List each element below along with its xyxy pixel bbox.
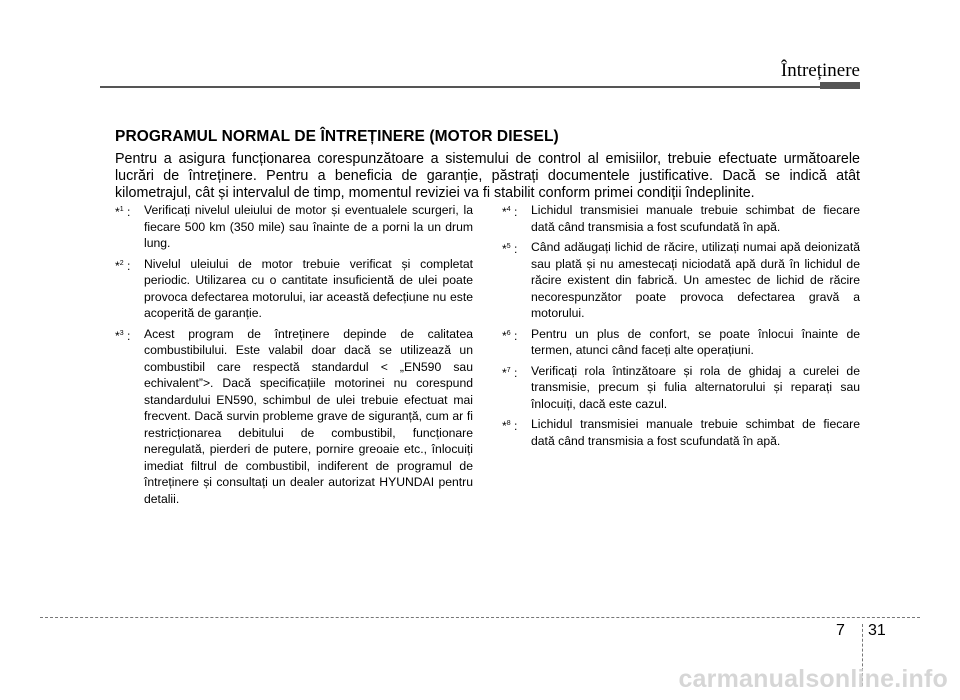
footnote-1 bbox=[115, 202, 473, 252]
header-rule-accent bbox=[820, 82, 860, 89]
page-heading: PROGRAMUL NORMAL DE ÎNTREȚINERE (MOTOR DIESEL) bbox=[115, 128, 559, 145]
footnote-5 bbox=[502, 239, 860, 322]
footnote-marker: *$^8$ : bbox=[502, 419, 518, 433]
chapter-number: 7 bbox=[836, 622, 845, 639]
footnote-text: Lichidul transmisiei manuale trebuie schimbat de fiecare dată când transmisia a fost scufundată în apă. bbox=[531, 203, 860, 234]
footnote-text: Când adăugați lichid de răcire, utilizați numai apă deionizată sau plată și nu amestecați niciodată apă dură în lichidul de răcire existent din fabrică. Un amestec de lichid de răcire necorespunzător poate provoca defectarea gravă a motorului. bbox=[531, 240, 860, 320]
footnote-text: Pentru un plus de confort, se poate înlocui înainte de termen, atunci când faceți alte operațiuni. bbox=[531, 326, 860, 357]
notes-right-column bbox=[502, 202, 860, 453]
footnote-2 bbox=[115, 256, 473, 322]
intro-paragraph: Pentru a asigura funcționarea corespunzătoare a sistemului de control al emisiilor, trebuie efectuate următoarele lucrări de întreținere. Pentru a beneficia de garanție, păstrați documentele justificative. Dacă se indică atât kilometrajul, cât și intervalul de timp, momentul reviziei va fi stabilit conform primei condiții îndeplinite. bbox=[115, 151, 860, 201]
footnote-marker: *$^5$ : bbox=[502, 242, 518, 256]
footnote-marker: *$^7$ : bbox=[502, 365, 518, 380]
footnote-marker: *$^3$ : bbox=[115, 328, 131, 343]
page-number: 31 bbox=[868, 622, 886, 639]
footnote-marker: *$^1$ : bbox=[115, 205, 131, 219]
footnote-text: Lichidul transmisiei manuale trebuie schimbat de fiecare dată când transmisia a fost scufundată în apă. bbox=[531, 417, 860, 448]
footnote-7 bbox=[502, 363, 860, 413]
footnote-text: Nivelul uleiului de motor trebuie verificat și completat periodic. Utilizarea cu o cantitate insuficientă de ulei poate provoca defectarea motorului, iar această defecțiune nu este acoperită de garanție. bbox=[144, 256, 473, 320]
section-title: Întreținere bbox=[780, 60, 860, 81]
footer-rule bbox=[40, 617, 920, 618]
footnote-3 bbox=[115, 326, 473, 508]
notes-left-column bbox=[115, 202, 473, 511]
footnote-text: Verificați nivelul uleiului de motor și eventualele scurgeri, la fiecare 500 km (350 mile) sau înainte de a porni la un drum lung. bbox=[144, 203, 473, 250]
footnote-marker: *$^2$ : bbox=[115, 258, 131, 273]
footnote-marker: *$^6$ : bbox=[502, 328, 518, 343]
footnote-4 bbox=[502, 202, 860, 235]
site-watermark: carmanualsonline.info bbox=[678, 665, 948, 693]
footnote-marker: *$^4$ : bbox=[502, 205, 518, 219]
footnote-text: Verificați rola întinzătoare și rola de ghidaj a curelei de transmisie, precum și fulia alternatorului și reparați sau înlocuiți, dacă este cazul. bbox=[531, 363, 860, 411]
footnote-8 bbox=[502, 416, 860, 449]
footnote-text: Acest program de întreținere depinde de calitatea combustibilului. Este valabil doar dacă se utilizează un combustibil care respectă standardul < „EN590 sau echivalent”>. Dacă specificațiile motorinei nu corespund standardului EN590, schimbul de ulei trebuie efectuat mai frecvent. Dacă survin probleme grave de siguranță, cum ar fi restricționarea debitului de combustibil, funcționare neregulată, pierderi de putere, pornire greoaie etc., înlocuiți imediat filtrul de combustibil, indiferent de programul de întreținere și consultați un dealer autorizat HYUNDAI pentru detalii. bbox=[144, 326, 473, 506]
footnote-6 bbox=[502, 326, 860, 359]
header-rule bbox=[100, 86, 820, 88]
